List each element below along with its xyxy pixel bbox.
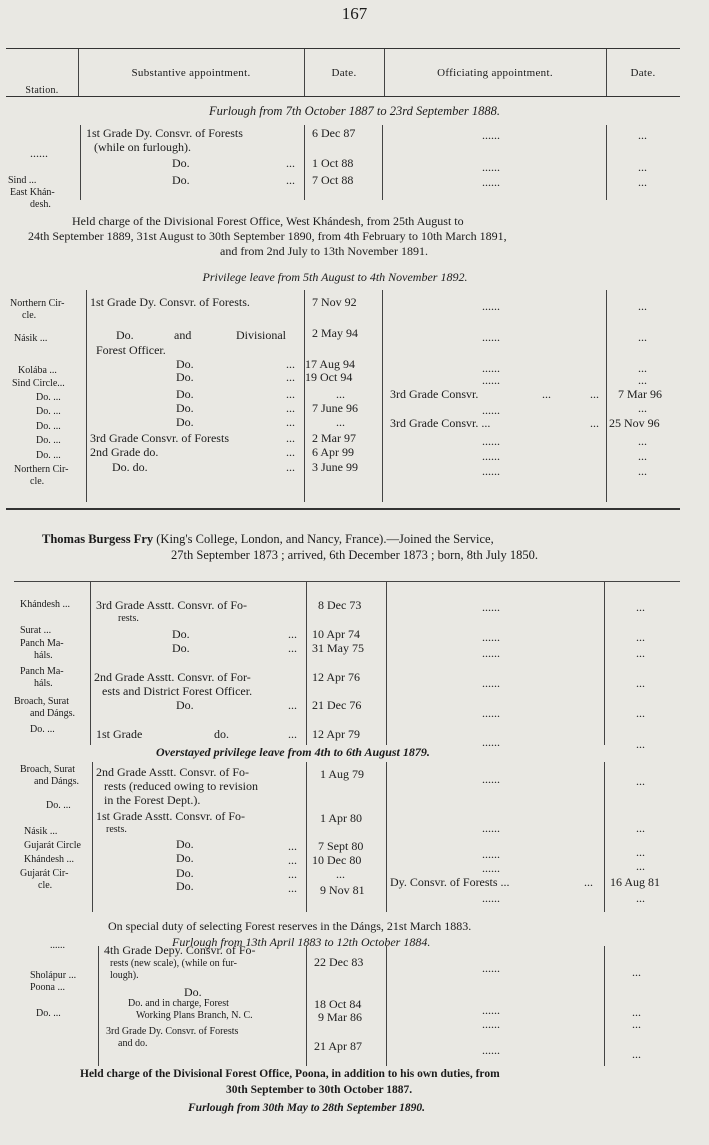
b2-r5-station-a: Broach, Surat: [14, 696, 69, 707]
b1-p2-off: ......: [482, 330, 500, 344]
b1-note-b: 24th September 1889, 31st August to 30th September 1890, from 4th February to 10th March 1891,: [28, 229, 507, 243]
b1-p10-off: ......: [482, 464, 500, 478]
b1-p9-ell: ...: [286, 445, 295, 459]
b2-r3-sub: Do.: [172, 641, 190, 655]
b1-p5-off: 3rd Grade Consvr.: [390, 387, 479, 401]
b2-r9-station: Násik ...: [24, 826, 58, 837]
b2-r5-sub: Do.: [176, 698, 194, 712]
b2-r10-ell: ...: [288, 853, 297, 867]
furlough-1887: Furlough from 7th October 1887 to 23rd September 1888.: [208, 104, 501, 118]
block1-rule-1: [80, 125, 81, 200]
b1-r1-sub-b: (while on furlough).: [94, 140, 191, 154]
b2-r5-date: 21 Dec 76: [312, 698, 362, 712]
b2-r4-sub-b: ests and District Forest Officer.: [102, 684, 253, 698]
b1-p1-odate: ...: [638, 299, 647, 313]
b2-note-a: Held charge of the Divisional Forest Office, Poona, in addition to his own duties, from: [80, 1068, 500, 1080]
b1-r3-station-c: desh.: [30, 199, 51, 210]
block1-rule-4: [606, 125, 607, 200]
b1-r1-station: ......: [30, 146, 48, 160]
b1-p3-ell: ...: [286, 357, 295, 371]
b2-r9-sub: Do.: [176, 837, 194, 851]
b1-r3-ell: ...: [286, 173, 295, 187]
b2-r15-station: Do. ...: [36, 1008, 61, 1019]
b2-r4-off: ......: [482, 676, 500, 690]
b1-p8-odate: ...: [638, 434, 647, 448]
b1-p5-sub: Do.: [176, 387, 194, 401]
b2-r5-station-b: and Dángs.: [30, 708, 75, 719]
b2-r13-sub-b: rests (new scale), (while on fur-: [110, 958, 237, 969]
b1-p5-ell-2: ...: [542, 387, 551, 401]
b2-note-b: 30th September to 30th October 1887.: [226, 1084, 413, 1096]
b1-note-a: Held charge of the Divisional Forest Office, West Khándesh, from 25th August to: [72, 214, 464, 228]
b1-p2-date: 2 May 94: [312, 326, 358, 340]
b2-r6-station: Do. ...: [30, 724, 55, 735]
header-date-2: Date.: [630, 66, 656, 79]
officer-name: Thomas Burgess Fry: [42, 532, 154, 546]
b2-r1-sub-b: rests.: [118, 613, 139, 624]
b1-r3-station-b: East Khán-: [10, 187, 55, 198]
b1-p2-station: Násik ...: [14, 333, 48, 344]
b2-r12-ell-2: ...: [584, 875, 593, 889]
b2-r12-station-a: Gujarát Cir-: [20, 868, 69, 879]
b1-r1-odate: ...: [638, 128, 647, 142]
b2-r8-station: Do. ...: [46, 800, 71, 811]
b2-r14-sub-b: Do. and in charge, Forest: [128, 998, 229, 1009]
b2-r7-odate: ...: [636, 774, 645, 788]
b1-p4-date: 19 Oct 94: [305, 370, 353, 384]
b2-r1-odate: ...: [636, 600, 645, 614]
b2-r12-ell: ...: [288, 881, 297, 895]
b2-r7-sub-b: rests (reduced owing to revision: [104, 779, 258, 793]
b2-r11-ell: ...: [288, 867, 297, 881]
b2-r10-date: 10 Dec 80: [312, 853, 362, 867]
b2-r13-date: 22 Dec 83: [314, 955, 364, 969]
b2-r3-station-a: Panch Ma-: [20, 638, 64, 649]
b1-r1-date: 6 Dec 87: [312, 126, 356, 140]
special-duty-1883: On special duty of selecting Forest reserves in the Dángs, 21st March 1883.: [108, 919, 472, 933]
b1-p6-date: 7 June 96: [312, 401, 358, 415]
b1-p4-station: Sind Circle...: [12, 378, 65, 389]
b1-p1-station-a: Northern Cir-: [10, 298, 65, 309]
b2-r15-sub-b: and do.: [118, 1038, 148, 1049]
b1-r3-date: 7 Oct 88: [312, 173, 354, 187]
b2-r7-off: ......: [482, 772, 500, 786]
officer-details-b: 27th September 1873 ; arrived, 6th December 1873 ; born, 8th July 1850.: [171, 548, 538, 562]
b2-r10-odate: ...: [636, 859, 645, 873]
b1-p2-sub-b: Forest Officer.: [96, 343, 166, 357]
b1-p6-ell: ...: [286, 401, 295, 415]
block1-rule-2: [304, 125, 305, 200]
b1-r3-sub: Do.: [172, 173, 190, 187]
b1-p10-ell: ...: [286, 460, 295, 474]
b1-p7-off: 3rd Grade Consvr. ...: [390, 416, 491, 430]
b1-r2-date: 1 Oct 88: [312, 156, 354, 170]
header-officiating: Officiating appointment.: [437, 66, 553, 79]
b2-r8-date: 1 Apr 80: [320, 811, 362, 825]
b1-p8-ell: ...: [286, 431, 295, 445]
b2-r9-odate: ...: [636, 845, 645, 859]
b2-r14-sub-c: Working Plans Branch, N. C.: [136, 1010, 253, 1021]
b2-r3-ell: ...: [288, 641, 297, 655]
b1-r1-sub: 1st Grade Dy. Consvr. of Forests: [86, 126, 243, 140]
b2-r15-sub-a: 3rd Grade Dy. Consvr. of Forests: [106, 1026, 239, 1037]
b1-p5-odate: 7 Mar 96: [618, 387, 662, 401]
b1-p8-off: ......: [482, 434, 500, 448]
b1-p6-station: Do. ...: [36, 406, 61, 417]
table-header: [6, 48, 680, 97]
b2-r14-station-a: Sholápur ...: [30, 970, 77, 981]
b1-p2-sub-div: Divisional: [236, 328, 286, 342]
b1-p7-date: ...: [336, 415, 345, 429]
overstayed-1879: Overstayed privilege leave from 4th to 6th August 1879.: [156, 745, 430, 759]
b1-p1-off: ......: [482, 299, 500, 313]
b1-p7-station: Do. ...: [36, 421, 61, 432]
b1-r3-station-a: Sind ...: [8, 175, 37, 186]
b1-p10-sub: Do. do.: [112, 460, 148, 474]
b1-p3-off: ......: [482, 361, 500, 375]
b2-r9-off: ......: [482, 847, 500, 861]
b2-r7-station-b: and Dángs.: [34, 776, 79, 787]
b2-r3-station-b: háls.: [34, 650, 53, 661]
b2-r14-odate-2: ...: [632, 1017, 641, 1031]
b1-r2-off: ......: [482, 160, 500, 174]
b2-r8-off: ......: [482, 821, 500, 835]
b2-r11-station: Khándesh ...: [24, 854, 74, 865]
furlough-1890: Furlough from 30th May to 28th September 1890.: [188, 1102, 426, 1114]
b2-r13-sub-a: 4th Grade Depy. Consvr. of Fo-: [104, 943, 256, 957]
b1-p5-station: Do. ...: [36, 392, 61, 403]
b1-r2-odate: ...: [638, 160, 647, 174]
b1-note-c: and from 2nd July to 13th November 1891.: [220, 244, 428, 258]
b2-r6-ell: ...: [288, 727, 297, 741]
b1-p7-ell-2: ...: [590, 416, 599, 430]
b1-p1-date: 7 Nov 92: [312, 295, 357, 309]
b2-r12-dots-2: ...: [636, 891, 645, 905]
b2-r1-station: Khándesh ...: [20, 599, 70, 610]
b2-r4-date: 12 Apr 76: [312, 670, 360, 684]
b1-p7-odate: 25 Nov 96: [609, 416, 660, 430]
b1-p6-sub: Do.: [176, 401, 194, 415]
b1-p1-sub: 1st Grade Dy. Consvr. of Forests.: [90, 295, 250, 309]
section-separator: [6, 508, 680, 510]
b1-p9-odate: ...: [638, 449, 647, 463]
b1-p9-off: ......: [482, 449, 500, 463]
b2-r12-station-b: cle.: [38, 880, 53, 891]
b2-r6-off: ......: [482, 735, 500, 749]
b2-r6-date: 12 Apr 79: [312, 727, 360, 741]
b1-p6-off: ......: [482, 403, 500, 417]
b2-r2-odate: ...: [636, 630, 645, 644]
b2-r6-odate: ...: [636, 737, 645, 751]
b1-p3-odate: ...: [638, 361, 647, 375]
b2-r4-odate: ...: [636, 676, 645, 690]
b1-p2-sub-a: Do.: [116, 328, 134, 342]
block2-top-rule: [14, 581, 680, 582]
b1-p10-station-b: cle.: [30, 476, 45, 487]
b2-r10-sub: Do.: [176, 851, 194, 865]
b2-r8-sub-a: 1st Grade Asstt. Consvr. of Fo-: [96, 809, 246, 823]
block1-rule-3: [382, 125, 383, 200]
b2-r9-date: 7 Sept 80: [318, 839, 364, 853]
b1-p4-sub: Do.: [176, 370, 194, 384]
b1-p5-ell: ...: [286, 387, 295, 401]
b2-r13-sub-c: lough).: [110, 970, 139, 981]
b2-r14-off-2: ......: [482, 1017, 500, 1031]
header-substantive: Substantive appointment.: [131, 66, 251, 79]
b2-r8-sub-b: rests.: [106, 824, 127, 835]
b2-r15-off: ......: [482, 1043, 500, 1057]
b1-r1-off: ......: [482, 128, 500, 142]
b1-r2-ell: ...: [286, 156, 295, 170]
b2-r8-odate: ...: [636, 821, 645, 835]
b2-r13-off: ......: [482, 961, 500, 975]
b2-r6-sub-b: do.: [214, 727, 229, 741]
b2-r1-off: ......: [482, 600, 500, 614]
officer-details: (King's College, London, and Nancy, France).—Joined the Service,: [153, 532, 494, 546]
b2-r4-station-a: Panch Ma-: [20, 666, 64, 677]
b1-p8-station: Do. ...: [36, 435, 61, 446]
privilege-1892: Privilege leave from 5th August to 4th November 1892.: [202, 270, 468, 284]
b2-r14-odate: ...: [632, 1005, 641, 1019]
b2-r10-station: Gujarát Circle: [24, 840, 81, 851]
b1-p5-date: ...: [336, 387, 345, 401]
b1-r3-off: ......: [482, 175, 500, 189]
b1-r3-odate: ...: [638, 175, 647, 189]
page-number: 167: [341, 4, 368, 23]
b2-r9-ell: ...: [288, 839, 297, 853]
b2-r12-date: 9 Nov 81: [320, 883, 365, 897]
b2-r7-sub-c: in the Forest Dept.).: [104, 793, 201, 807]
b2-r3-odate: ...: [636, 646, 645, 660]
b1-p9-sub: 2nd Grade do.: [90, 445, 159, 459]
b2-r12-dots: ......: [482, 891, 500, 905]
b2-r7-station-a: Broach, Surat: [20, 764, 75, 775]
b2-r2-station: Surat ...: [20, 625, 52, 636]
b1-p1-station-b: cle.: [22, 310, 37, 321]
b2-r12-sub: Do.: [176, 879, 194, 893]
b2-r12-off: Dy. Consvr. of Forests ...: [390, 875, 510, 889]
furlough-1883: Furlough from 13th April 1883 to 12th October 1884.: [172, 935, 431, 949]
b2-r11-sub: Do.: [176, 866, 194, 880]
b1-p4-odate: ...: [638, 373, 647, 387]
b1-p10-date: 3 June 99: [312, 460, 358, 474]
b2-r5-odate: ...: [636, 706, 645, 720]
b2-r11-date: ...: [336, 867, 345, 881]
b2-r5-off: ......: [482, 706, 500, 720]
header-station: Station.: [25, 85, 59, 96]
b1-p5-ell-3: ...: [590, 387, 599, 401]
b2-r2-off: ......: [482, 630, 500, 644]
b2-r4-station-b: háls.: [34, 678, 53, 689]
b2-r7-date: 1 Aug 79: [320, 767, 365, 781]
b2-r14-off: ......: [482, 1003, 500, 1017]
b1-p4-off: ......: [482, 373, 500, 387]
officer-heading: [42, 533, 494, 546]
b1-p7-sub: Do.: [176, 415, 194, 429]
b1-p8-sub: 3rd Grade Consvr. of Forests: [90, 431, 229, 445]
b2-r14-date-b: 9 Mar 86: [318, 1010, 362, 1024]
b1-p9-date: 6 Apr 99: [312, 445, 354, 459]
b2-r6-sub-a: 1st Grade: [96, 727, 143, 741]
b2-r2-sub: Do.: [172, 627, 190, 641]
b1-p10-odate: ...: [638, 464, 647, 478]
b1-p3-sub: Do.: [176, 357, 194, 371]
b2-r1-sub-a: 3rd Grade Asstt. Consvr. of Fo-: [96, 598, 247, 612]
b2-r10-off: ......: [482, 861, 500, 875]
b2-r15-date: 21 Apr 87: [314, 1039, 362, 1053]
b2-r15-odate: ...: [632, 1047, 641, 1061]
b2-r13-station: ......: [50, 940, 65, 951]
b1-p3-station: Kolába ...: [18, 365, 57, 376]
b2-r3-date: 31 May 75: [312, 641, 364, 655]
b2-r5-ell: ...: [288, 698, 297, 712]
b2-r14-sub-a: Do.: [184, 985, 202, 999]
b1-p3-date: 17 Aug 94: [305, 357, 356, 371]
b1-p2-odate: ...: [638, 330, 647, 344]
b1-p10-station-a: Northern Cir-: [14, 464, 69, 475]
header-date: Date.: [331, 66, 357, 79]
b1-p6-odate: ...: [638, 401, 647, 415]
b1-p2-sub-and: and: [174, 328, 192, 342]
b2-r14-date-a: 18 Oct 84: [314, 997, 362, 1011]
b2-r14-station-b: Poona ...: [30, 982, 65, 993]
b2-r4-sub-a: 2nd Grade Asstt. Consvr. of For-: [94, 670, 251, 684]
b2-r2-ell: ...: [288, 627, 297, 641]
b2-r2-date: 10 Apr 74: [312, 627, 360, 641]
b2-r3-off: ......: [482, 646, 500, 660]
b1-p9-station: Do. ...: [36, 450, 61, 461]
b2-r12-odate: 16 Aug 81: [610, 875, 661, 889]
b1-p8-date: 2 Mar 97: [312, 431, 356, 445]
b2-r1-date: 8 Dec 73: [318, 598, 362, 612]
b1-p7-ell: ...: [286, 415, 295, 429]
b2-r7-sub-a: 2nd Grade Asstt. Consvr. of Fo-: [96, 765, 249, 779]
b1-p4-ell: ...: [286, 370, 295, 384]
b1-r2-sub: Do.: [172, 156, 190, 170]
b2-r13-odate: ...: [632, 965, 641, 979]
